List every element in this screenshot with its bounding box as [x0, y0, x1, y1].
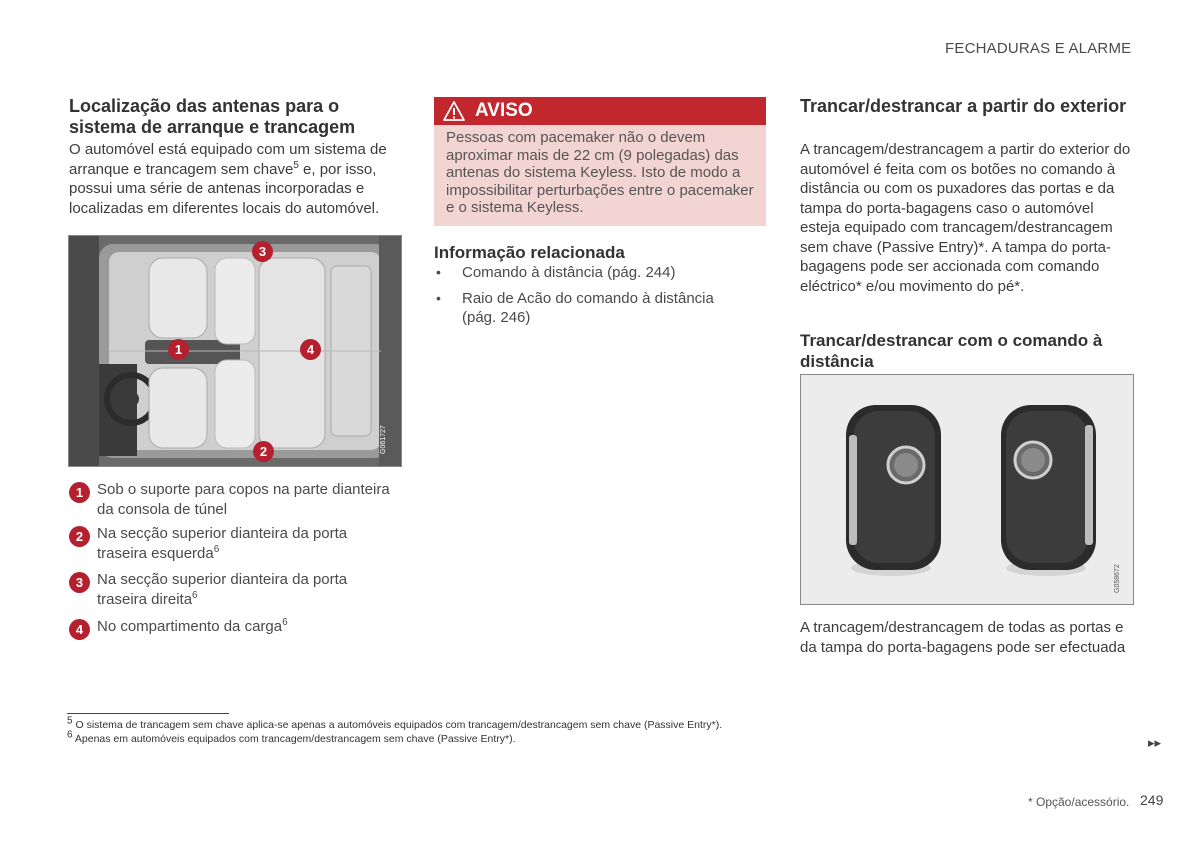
- legend-item-3: [69, 570, 397, 609]
- section-header: FECHADURAS E ALARME: [945, 40, 1132, 57]
- footnote-5-num: 5: [67, 715, 73, 727]
- antenna-marker-4: 4: [300, 339, 321, 360]
- legend-sup-3: 6: [192, 589, 198, 601]
- remote-key-figure: [800, 374, 1134, 605]
- warning-text: Pessoas com pacemaker não o devem aproximar mais de 22 cm (9 polegadas) das antenas do sistema Keyless. Isto de modo a impossibilitar perturbações entre o pacemaker e o sistema Keyless.: [434, 125, 766, 226]
- warning-box: [434, 97, 766, 226]
- legend-text-3: Na secção superior dianteira da porta traseira direita: [97, 571, 348, 608]
- legend-marker-2: 2: [69, 526, 90, 547]
- right-subtitle: Trancar/destrancar com o comando à distância: [800, 331, 1103, 371]
- right-section-title: Trancar/destrancar a partir do exterior: [800, 96, 1127, 116]
- legend-marker-1: 1: [69, 482, 90, 503]
- footnote-6: [67, 729, 827, 746]
- intro-text-b: e, por isso, possui uma série de antenas incorporadas e localizadas em diferentes locais do automóvel.: [69, 160, 380, 217]
- legend-marker-4: 4: [69, 619, 90, 640]
- continue-icon: ▸▸: [1148, 735, 1162, 750]
- footnote-ref-5: 5: [293, 159, 299, 171]
- related-info-title: Informação relacionada: [434, 243, 625, 262]
- left-section-title: Localização das antenas para o sistema de arranque e trancagem: [69, 96, 356, 137]
- antenna-marker-3: 3: [252, 241, 273, 262]
- left-intro: [69, 140, 399, 218]
- footnote-6-text: Apenas em automóveis equipados com trancagem/destrancagem sem chave (Passive Entry*).: [74, 733, 516, 745]
- legend-text-1: Sob o suporte para copos na parte dianteira da consola de túnel: [97, 481, 390, 518]
- footnote-5: [67, 715, 827, 732]
- antenna-marker-1: 1: [168, 339, 189, 360]
- footnotes: [67, 715, 827, 746]
- remote-key-illustration: [801, 375, 1133, 604]
- warning-triangle-icon: [443, 101, 465, 121]
- intro-text-a: O automóvel está equipado com um sistema de arranque e trancagem sem chave: [69, 141, 387, 178]
- footnote-5-text: O sistema de trancagem sem chave aplica-se apenas a automóveis equipados com trancagem/destrancagem sem chave (Passive Entry*).: [75, 719, 723, 731]
- remote-figure-code: G058672: [1114, 564, 1121, 593]
- related-link-remote[interactable]: • Comando à distância (pág. 244): [434, 263, 734, 283]
- right-body: A trancagem/destrancagem a partir do exterior do automóvel é feita com os botões no comando à distância ou com os puxadores das portas e da tampa do porta-bagagens caso o automóvel esteja equipado com trancagem/destrancagem sem chave (Passive Entry)*. A tampa do porta-bagagens pode ser accionada com comando eléctrico* e/ou movimento do pé*.: [800, 141, 1131, 295]
- antenna-marker-2: 2: [253, 441, 274, 462]
- legend-sup-2: 6: [213, 543, 220, 555]
- warning-title: AVISO: [475, 100, 533, 121]
- legend-item-4: [69, 617, 397, 637]
- car-antenna-figure: [68, 235, 402, 467]
- legend-marker-3: 3: [69, 572, 90, 593]
- footnote-divider: [67, 713, 229, 714]
- related-link-range[interactable]: • Raio de Acão do comando à distância (pág. 246): [434, 289, 734, 328]
- figure-code: G061727: [380, 425, 387, 454]
- legend-item-2: [69, 524, 397, 563]
- footnote-6-num: 6: [67, 729, 73, 741]
- legend-text-2: Na secção superior dianteira da porta traseira esquerda: [97, 525, 348, 562]
- warning-header: [434, 97, 766, 125]
- car-interior-illustration: [69, 236, 401, 466]
- legend-item-1: [69, 480, 397, 519]
- legend-text-4: No compartimento da carga: [97, 618, 283, 635]
- right-body-continued: A trancagem/destrancagem de todas as portas e da tampa do porta-bagagens pode ser efectuada: [800, 619, 1126, 656]
- legend-sup-4: 6: [282, 617, 288, 628]
- page-number: 249: [1140, 792, 1164, 808]
- related-info-list: [434, 263, 734, 334]
- option-note: * Opção/acessório.: [1028, 795, 1130, 809]
